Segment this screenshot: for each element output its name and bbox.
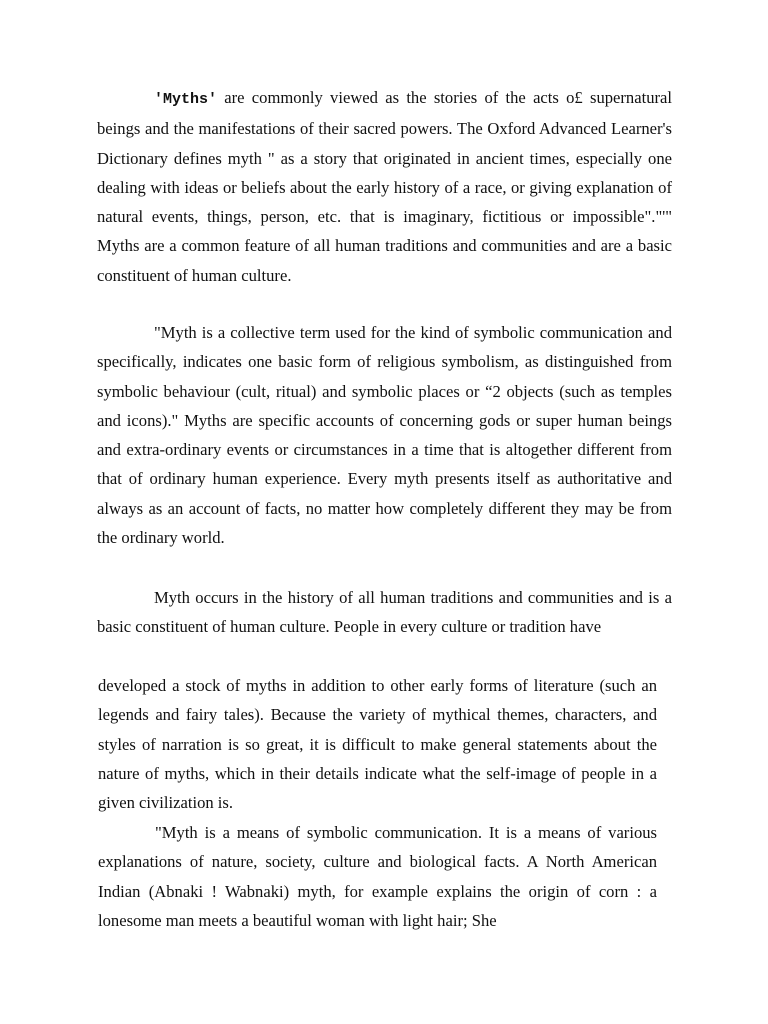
paragraph-2: "Myth is a collective term used for the kind of symbolic communication and specifically, indicates one basic form of religious symbolism, as distinguished from symbolic behaviour (cult, ritual) and symbolic places or “2 objects (such as temples and icons)." Myths are specific accounts of concerning gods or super human beings and extra-ordinary events or circumstances in a time that is altogether different from that of ordinary human experience. Every myth presents itself as authoritative and always as an account of facts, no matter how completely different they may be from the ordinary world.	[97, 323, 672, 548]
paragraph-1-text: are commonly viewed as the stories of the acts o£ supernatural beings and the manifestations of their sacred powers. The Oxford Advanced Learner's Dictionary defines myth " as a story that originated in ancient times, especially one dealing with ideas or beliefs about the early history of a race, or giving explanation of natural events, things, person, etc. that is imaginary, fictitious or impossible"."'" Myths are a common feature of all human traditions and communities and are a basic constituent of human culture.	[97, 88, 672, 285]
paragraph-3: Myth occurs in the history of all human traditions and communities and is a basic constituent of human culture. People in every culture or tradition have	[97, 588, 672, 637]
paragraph-4: "Myth is a means of symbolic communication. It is a means of various explanations of nature, society, culture and biological facts. A North American Indian (Abnaki ! Wabnaki) myth, for example explains the origin of corn : a lonesome man meets a beautiful woman with light hair; She	[98, 823, 657, 930]
paragraph-1	[97, 83, 672, 290]
paragraph-1-lead-term: 'Myths'	[154, 91, 218, 108]
paragraph-3-continued: developed a stock of myths in addition to other early forms of literature (such an legends and fairy tales). Because the variety of mythical themes, characters, and styles of narration is so great, it is difficult to make general statements about the nature of myths, which in their details indicate what the self-image of people in a given civilization is.	[98, 676, 657, 813]
